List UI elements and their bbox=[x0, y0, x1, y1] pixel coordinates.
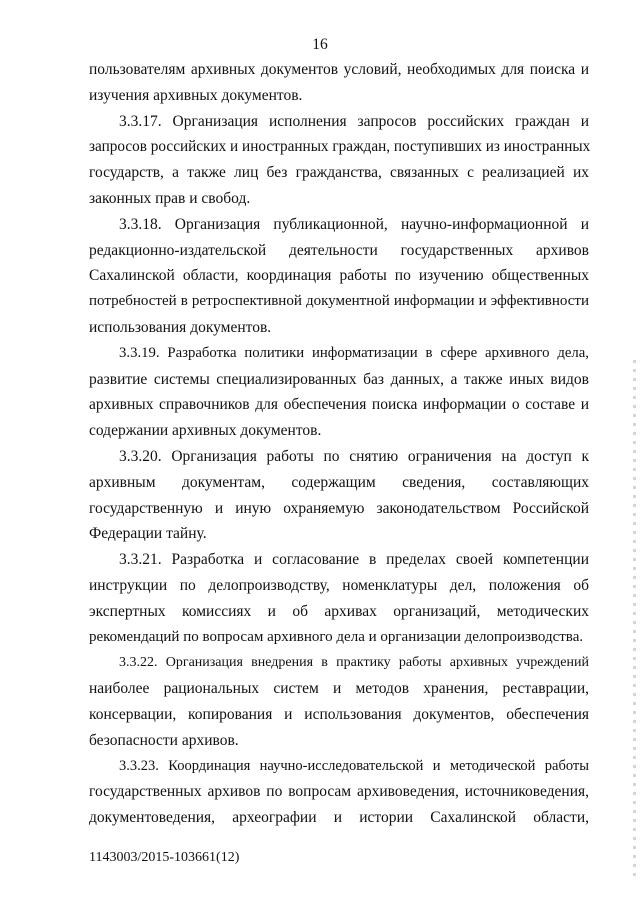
text-line: 3.3.20. Организация работы по снятию ограничения на доступ к bbox=[119, 447, 589, 465]
document-registration-code: 1143003/2015-103661(12) bbox=[89, 850, 240, 865]
paragraph-continuation bbox=[89, 57, 589, 109]
text-line: государственную и иную охраняемую законодательством Российской bbox=[89, 499, 589, 517]
text-line: рекомендаций по вопросам архивного дела и организации делопроизводства. bbox=[89, 628, 584, 645]
text-line: 3.3.17. Организация исполнения запросов российских граждан и bbox=[119, 112, 589, 130]
text-line: 3.3.18. Организация публикационной, научно-информационной и bbox=[119, 215, 589, 233]
text-line: инструкции по делопроизводству, номенклатуры дел, положения об bbox=[89, 576, 589, 594]
text-line: редакционно-издательской деятельности государственных архивов bbox=[89, 241, 589, 259]
text-line: развитие системы специализированных баз данных, а также иных видов bbox=[89, 370, 589, 388]
text-line: наиболее рациональных систем и методов хранения, реставрации, bbox=[89, 680, 589, 698]
text-line: Федерации тайну. bbox=[89, 525, 207, 543]
text-line: запросов российских и иностранных граждан, поступивших из иностранных bbox=[89, 138, 591, 156]
text-line: 3.3.21. Разработка и согласование в пределах своей компетенции bbox=[119, 551, 589, 569]
paragraph-3-3-20 bbox=[89, 444, 589, 547]
text-line: консервации, копирования и использования документов, обеспечения bbox=[89, 705, 589, 723]
paragraph-3-3-21 bbox=[89, 547, 589, 650]
text-line: потребностей в ретроспективной документной информации и эффективности bbox=[89, 293, 589, 310]
text-line: использования документов. bbox=[89, 318, 272, 336]
text-line: 3.3.19. Разработка политики информатизации в сфере архивного дела, bbox=[119, 344, 589, 361]
paragraph-3-3-17 bbox=[89, 109, 589, 212]
text-line: экспертных комиссиях и об архивах организаций, методических bbox=[89, 602, 589, 620]
text-line: 3.3.22. Организация внедрения в практику работы архивных учреждений bbox=[119, 655, 589, 671]
text-line: содержании архивных документов. bbox=[89, 422, 322, 440]
scan-edge-artifact bbox=[633, 360, 636, 880]
text-line: архивных справочников для обеспечения поиска информации о составе и bbox=[89, 396, 589, 414]
text-line: государственных архивов по вопросам архивоведения, источниковедения, bbox=[89, 783, 589, 801]
text-line: документоведения, археографии и истории Сахалинской области, bbox=[89, 809, 589, 827]
text-line: 3.3.23. Координация научно-исследовательской и методической работы bbox=[119, 757, 589, 774]
text-line: безопасности архивов. bbox=[89, 731, 239, 749]
paragraph-3-3-19 bbox=[89, 341, 589, 444]
paragraph-3-3-22 bbox=[89, 650, 589, 753]
text-line: законных прав и свобод. bbox=[89, 189, 251, 207]
text-line: пользователям архивных документов условий, необходимых для поиска и bbox=[89, 61, 589, 78]
paragraph-3-3-23 bbox=[89, 754, 589, 831]
text-line: архивным документам, содержащим сведения, составляющих bbox=[89, 473, 589, 491]
page-number: 16 bbox=[312, 36, 328, 53]
document-body bbox=[89, 57, 589, 831]
text-line: государств, а также лиц без гражданства, связанных с реализацией их bbox=[89, 164, 589, 182]
text-line: изучения архивных документов. bbox=[89, 86, 303, 104]
text-line: Сахалинской области, координация работы по изучению общественных bbox=[89, 267, 589, 285]
paragraph-3-3-18 bbox=[89, 212, 589, 341]
